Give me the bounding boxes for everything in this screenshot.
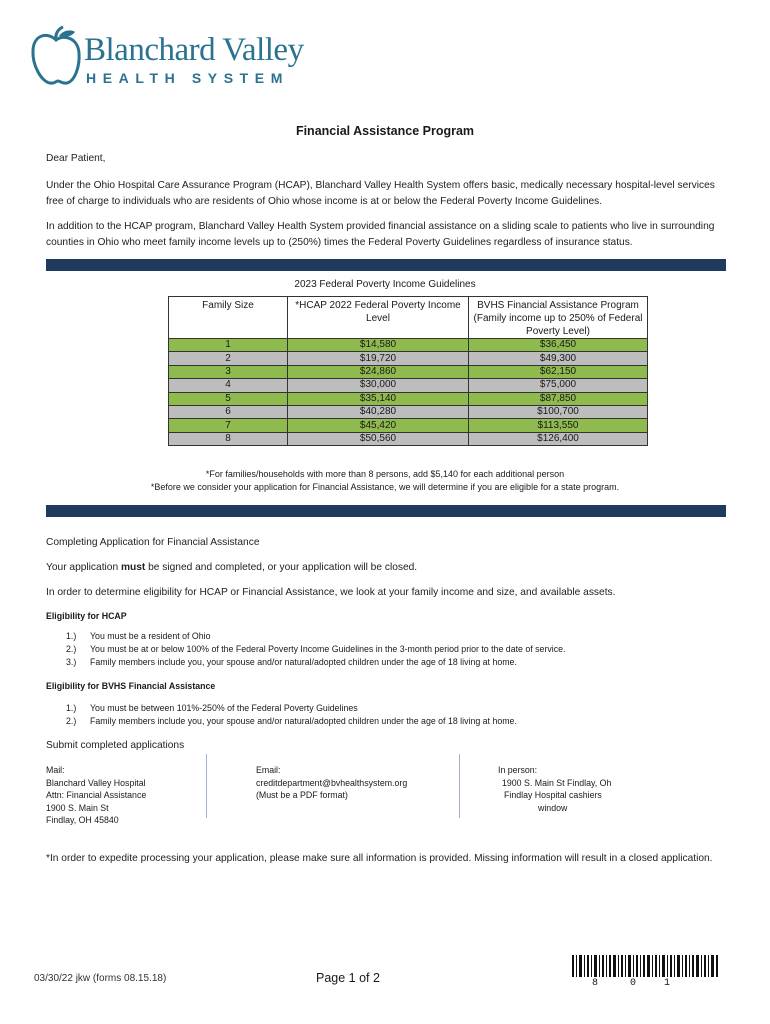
signed-requirement: Your application must be signed and completed, or your application will be closed. xyxy=(46,562,418,573)
table-row: 7 $45,420 $113,550 xyxy=(169,419,648,432)
list-item: 1.) You must be a resident of Ohio xyxy=(66,631,211,641)
hcap-eligibility-heading: Eligibility for HCAP xyxy=(46,611,127,621)
poverty-guidelines-table xyxy=(168,296,648,446)
list-item: 2.) Family members include you, your spouse and/or natural/adopted children under the age of 18 living at home. xyxy=(66,716,517,726)
barcode-digit: 8 xyxy=(592,978,599,989)
page-number: Page 1 of 2 xyxy=(316,971,380,985)
org-name: Blanchard Valley xyxy=(84,32,304,68)
list-item: 1.) You must be between 101%-250% of the Federal Poverty Guidelines xyxy=(66,703,358,713)
completeness-note: *In order to expedite processing your application, please make sure all information is provided. Missing information will result in a closed application. xyxy=(46,853,713,864)
barcode-digit: 1 xyxy=(664,978,671,989)
table-note-additional-person: *For families/households with more than 8 persons, add $5,140 for each additional person xyxy=(205,469,565,479)
table-row: 8 $50,560 $126,400 xyxy=(169,432,648,445)
column-header-family-size: Family Size xyxy=(169,297,288,339)
table-row: 1 $14,580 $36,450 xyxy=(169,339,648,352)
email-block: Email: creditdepartment@bvhealthsystem.org (Must be a PDF format) xyxy=(256,765,408,800)
column-separator xyxy=(459,754,460,818)
eligibility-intro: In order to determine eligibility for HCAP or Financial Assistance, we look at your family income and size, and available assets. xyxy=(46,587,616,598)
table-row: 6 $40,280 $100,700 xyxy=(169,405,648,418)
table-caption: 2023 Federal Poverty Income Guidelines xyxy=(294,279,476,290)
email-link[interactable]: creditdepartment@bvhealthsystem.org xyxy=(256,777,408,788)
table-note-state-program: *Before we consider your application for Financial Assistance, we will determine if you are eligible for a state program. xyxy=(150,482,620,492)
submit-heading: Submit completed applications xyxy=(46,740,185,751)
page-title: Financial Assistance Program xyxy=(295,124,475,138)
column-separator xyxy=(206,754,207,818)
table-row: 3 $24,860 $62,150 xyxy=(169,365,648,378)
greeting: Dear Patient, xyxy=(46,153,106,164)
apple-logo-icon xyxy=(30,26,82,86)
intro-paragraph-2: In addition to the HCAP program, Blanchard Valley Health System provided financial assistance on a sliding scale to patients who live in surrounding counties in Ohio who meet family income levels up to (250%) times the Federal Poverty Guidelines regardless of insurance status. xyxy=(46,221,715,248)
mail-address-block: Mail: Blanchard Valley Hospital Attn: Financial Assistance 1900 S. Main St Findlay, OH 45840 xyxy=(46,765,147,825)
form-id: 03/30/22 jkw (forms 08.15.18) xyxy=(34,973,167,984)
list-item: 2.) You must be at or below 100% of the Federal Poverty Income Guidelines in the 3-month period prior to the date of service. xyxy=(66,644,566,654)
section-divider-bar xyxy=(46,259,726,271)
table-row: 5 $35,140 $87,850 xyxy=(169,392,648,405)
intro-paragraph-1: Under the Ohio Hospital Care Assurance Program (HCAP), Blanchard Valley Health System offers basic, medically necessary hospital-level services free of charge to individuals who are residents of Ohio whose income is at or below the Federal Poverty Income Guidelines. xyxy=(46,180,715,207)
column-header-hcap: *HCAP 2022 Federal Poverty Income Level xyxy=(288,297,469,339)
bvhs-eligibility-heading: Eligibility for BVHS Financial Assistance xyxy=(46,681,216,691)
column-header-bvhs: BVHS Financial Assistance Program (Family income up to 250% of Federal Poverty Level) xyxy=(469,297,648,339)
table-row: 2 $19,720 $49,300 xyxy=(169,352,648,365)
section-divider-bar xyxy=(46,505,726,517)
application-heading: Completing Application for Financial Assistance xyxy=(46,537,260,548)
list-item: 3.) Family members include you, your spouse and/or natural/adopted children under the age of 18 living at home. xyxy=(66,657,517,667)
table-row: 4 $30,000 $75,000 xyxy=(169,379,648,392)
barcode-digit: 0 xyxy=(630,978,637,989)
in-person-block: In person: 1900 S. Main St Findlay, Oh Findlay Hospital cashiers window xyxy=(498,765,612,813)
org-subtitle: HEALTH SYSTEM xyxy=(86,70,289,86)
